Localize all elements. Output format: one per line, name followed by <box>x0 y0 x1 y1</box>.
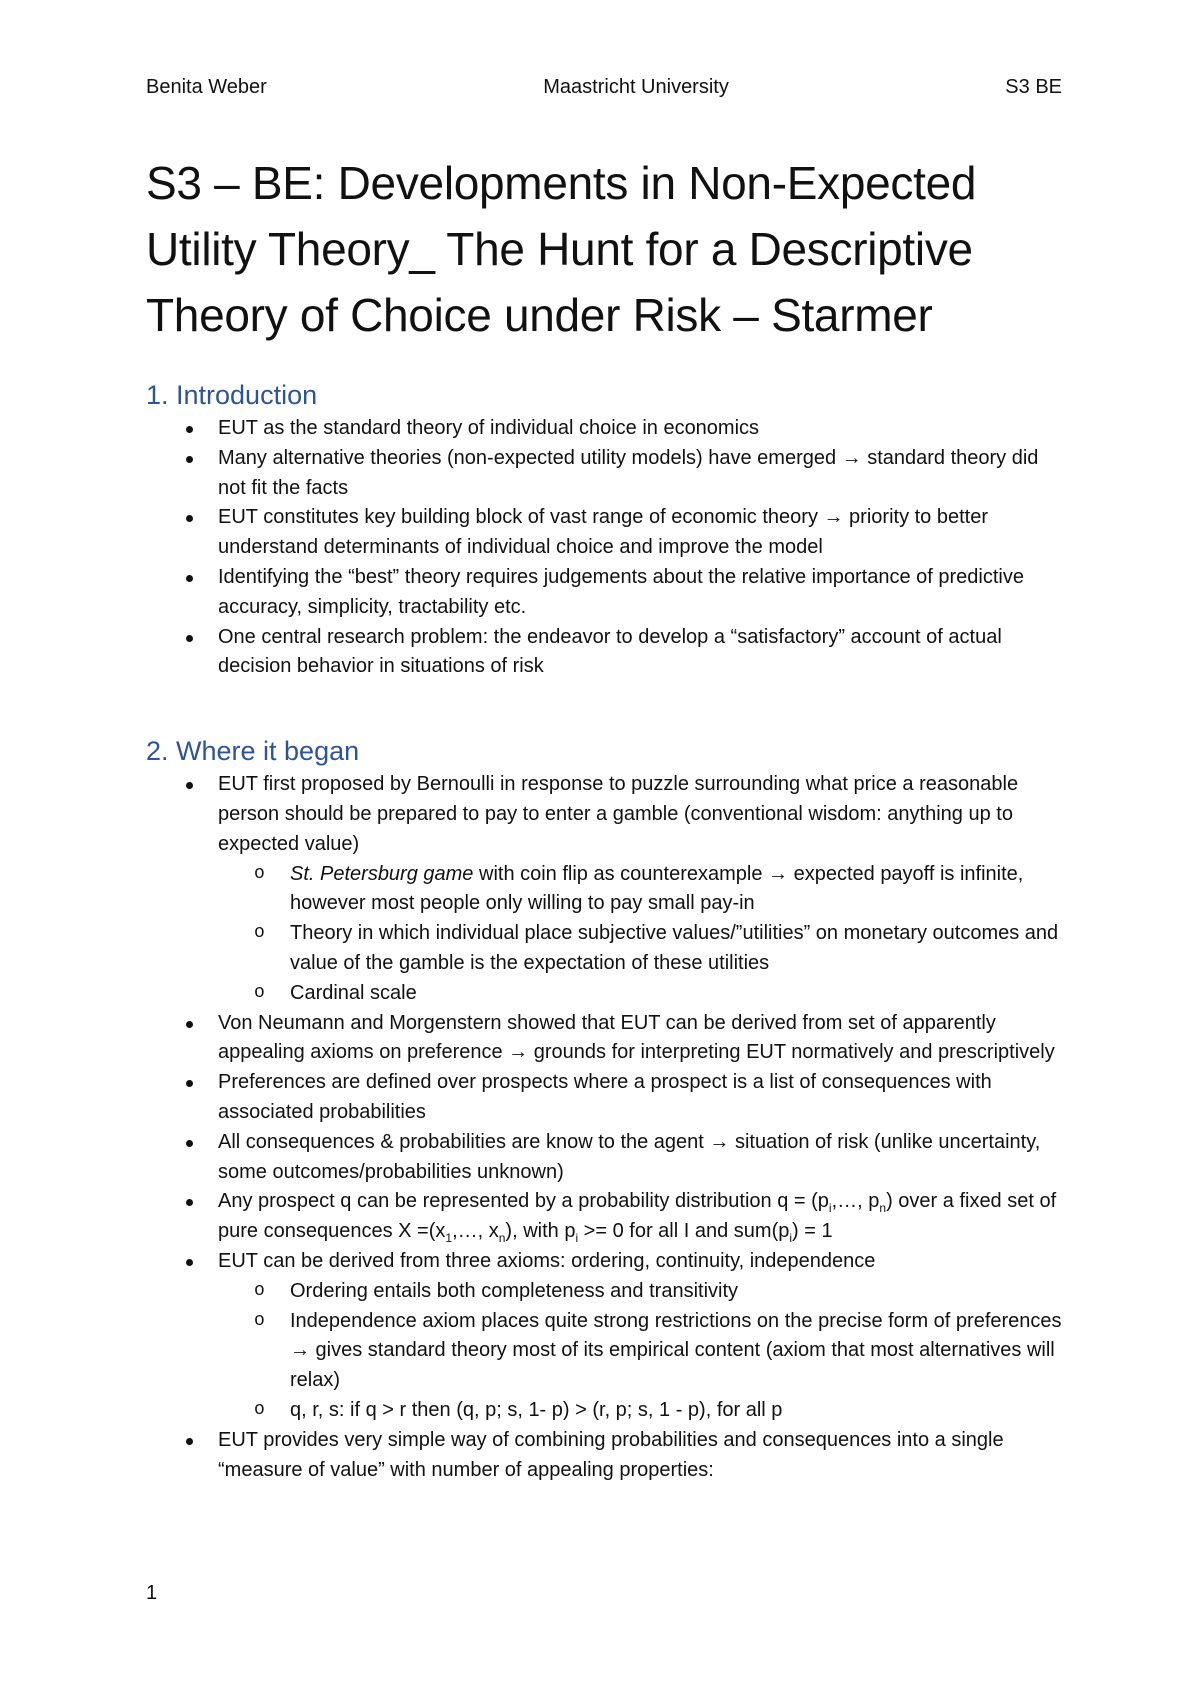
sub-list-item: o Theory in which individual place subjective values/”utilities” on monetary outcomes and value of the gamble is the expectation of these utilities <box>218 919 1066 979</box>
text-run: Any prospect q can be represented by a probability distribution q = (p <box>218 1190 829 1213</box>
sub-list-item: o q, r, s: if q > r then (q, p; s, 1- p) > (r, p; s, 1 - p), for all p <box>218 1396 1066 1426</box>
subscript: 1 <box>445 1231 453 1246</box>
subscript: i <box>789 1231 793 1246</box>
sub-bullet-list <box>218 860 1066 1009</box>
sub-bullet-list <box>218 1277 1066 1426</box>
document-title: S3 – BE: Developments in Non-Expected Utility Theory_ The Hunt for a Descriptive Theory of Choice under Risk – Starmer <box>146 157 977 341</box>
subscript: n <box>879 1201 887 1216</box>
text-run: >= 0 for all I and sum(p <box>578 1220 790 1243</box>
sub-list-item: o Independence axiom places quite strong restrictions on the precise form of preferences → gives standard theory most of its empirical content (axiom that most alternatives will relax) <box>218 1307 1066 1396</box>
introduction-bullet-list <box>146 414 1066 682</box>
list-item-text: EUT can be derived from three axioms: ordering, continuity, independence <box>218 1249 876 1272</box>
subscript: i <box>828 1201 832 1216</box>
page-number: 1 <box>146 1582 158 1604</box>
list-item: Identifying the “best” theory requires judgements about the relative importance of predictive accuracy, simplicity, tractability etc. <box>146 563 1066 623</box>
list-item: Von Neumann and Morgenstern showed that EUT can be derived from set of apparently appealing axioms on preference → grounds for interpreting EUT normatively and prescriptively <box>146 1009 1066 1069</box>
page-header <box>146 74 1062 100</box>
text-run: ,…, p <box>831 1190 880 1213</box>
subscript: n <box>498 1231 506 1246</box>
list-item <box>146 1187 1066 1247</box>
section-heading-introduction: 1. Introduction <box>146 380 318 410</box>
list-item-text: EUT first proposed by Bernoulli in response to puzzle surrounding what price a reasonable person should be prepared to pay to enter a gamble (conventional wisdom: anything up to expected value) <box>218 773 1019 855</box>
header-course: S3 BE <box>1005 76 1062 98</box>
text-run: ,…, x <box>452 1220 499 1243</box>
list-item: Many alternative theories (non-expected utility models) have emerged → standard theory did not fit the facts <box>146 444 1066 504</box>
sub-list-item-text: with coin flip as counterexample → expected payoff is infinite, however most people only willing to pay small pay-in <box>290 862 1024 915</box>
where-it-began-bullet-list <box>146 770 1066 1485</box>
list-item: One central research problem: the endeavor to develop a “satisfactory” account of actual decision behavior in situations of risk <box>146 623 1066 683</box>
list-item: All consequences & probabilities are know to the agent → situation of risk (unlike uncertainty, some outcomes/probabilities unknown) <box>146 1128 1066 1188</box>
sub-list-item: o Ordering entails both completeness and transitivity <box>218 1277 1066 1307</box>
header-university: Maastricht University <box>543 76 729 98</box>
sub-list-item: o Cardinal scale <box>218 979 1066 1009</box>
list-item: EUT as the standard theory of individual choice in economics <box>146 414 1066 444</box>
text-run: ) = 1 <box>792 1220 833 1243</box>
list-item <box>146 1247 1066 1426</box>
section-heading-where-it-began: 2. Where it began <box>146 736 360 767</box>
list-item <box>146 770 1066 1008</box>
list-item: EUT constitutes key building block of vast range of economic theory → priority to better understand determinants of individual choice and improve the model <box>146 503 1066 563</box>
italic-term: St. Petersburg game <box>290 862 474 885</box>
list-item: EUT provides very simple way of combining probabilities and consequences into a single “measure of value” with number of appealing properties: <box>146 1426 1066 1486</box>
text-run: ), with p <box>505 1220 576 1243</box>
sub-list-item <box>218 860 1066 920</box>
list-item: Preferences are defined over prospects where a prospect is a list of consequences with associated probabilities <box>146 1068 1066 1128</box>
document-body <box>146 378 1066 1485</box>
text-run: ) over a fixed set of pure consequences X =(x <box>218 1190 1057 1243</box>
header-author: Benita Weber <box>146 76 267 98</box>
subscript: i <box>575 1231 579 1246</box>
